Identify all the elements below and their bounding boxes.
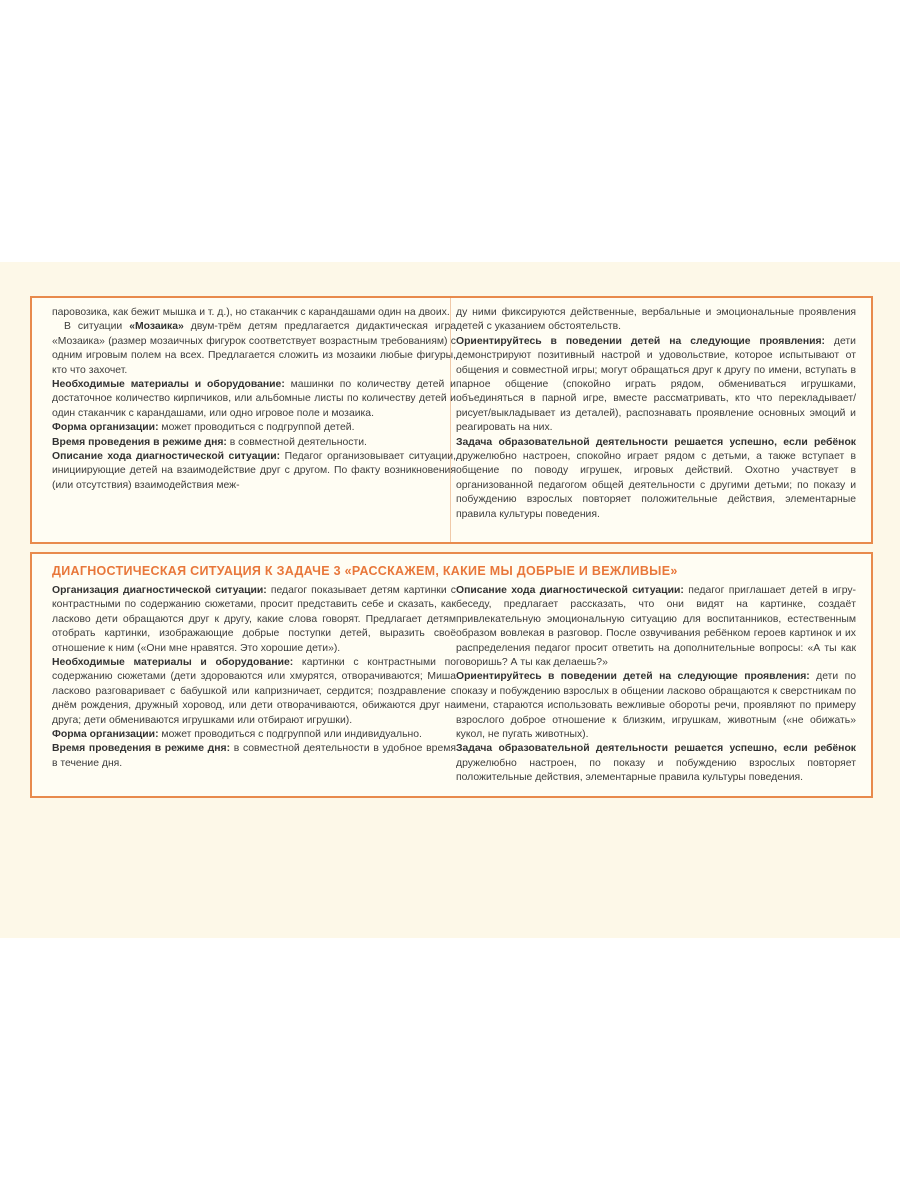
paragraph: Время проведения в режиме дня: в совместной деятельности.	[52, 436, 367, 448]
paragraph: Описание хода диагностической ситуации: Педагог организовывает ситуации, инициирующие детей на взаимодействие друг с другом. По факту возникновения (или отсутствия) взаимодействия меж-	[52, 451, 456, 491]
right-column	[456, 306, 856, 522]
paragraph: Время проведения в режиме дня: в совместной деятельности в удобное время в течение дня.	[52, 743, 456, 769]
section-box-1	[30, 296, 873, 544]
right-column	[456, 584, 856, 786]
left-column	[52, 584, 456, 771]
paragraph: Форма организации: может проводиться с подгруппой детей.	[52, 422, 355, 434]
section-box-2	[30, 552, 873, 798]
paragraph: Описание хода диагностической ситуации: педагог приглашает детей в игру-беседу, предлагает рассказать, что они видят на картинке, создаёт привлекательную эмоциональную ситуацию для воспитанников, естественным образом вовлекая в разговор. После озвучивания ребёнком героев картинок и их распределения педагог просит ответить на дополнительные вопросы: «А ты как говоришь? А ты как делаешь?»	[456, 585, 857, 669]
paragraph: Задача образовательной деятельности решается успешно, если ребёнок дружелюбно настроен, по показу и побуждению взрослых повторяет положительные действия, элементарные правила культуры поведения.	[456, 743, 856, 784]
paragraph: Задача образовательной деятельности решается успешно, если ребёнок дружелюбно настроен, спокойно играет рядом с детьми, а также вступает в общение по поводу игрушек, игровых действий. Охотно участвует в организованной педагогом общей деятельности с другими детьми; по показу и побуждению взрослых повторяет положительные действия, элементарные правила культуры поведения.	[456, 436, 856, 520]
paragraph: В ситуации «Мозаика» двум-трём детям предлагается дидактическая игра «Мозаика» (размер мозаичных фигурок соответствует возрастным требованиям) с одним игровым полем на всех. Предлагается сложить из мозаики любые фигуры, кто что захочет.	[52, 321, 457, 376]
paragraph: Необходимые материалы и оборудование: картинки с контрастными по содержанию сюжетами (дети здороваются или хмурятся, отворачиваются; Миша ласково разговаривает с бабушкой или капризничает, сердится; поздравление с днём рождения, дружный хоровод, или дети отворачиваются, обижаются друг на друга; дети обмениваются игрушками или отбирают игрушки).	[52, 657, 456, 726]
paragraph: Ориентируйтесь в поведении детей на следующие проявления: дети по показу и побуждению взрослых в общении ласково обращаются к сверстникам по имени, стараются использовать вежливые обороты речи, проявляют по примеру взрослого доброе отношение к близким, игрушкам, животным («не обижать» кукол, не пугать животных).	[456, 671, 856, 741]
paragraph: Необходимые материалы и оборудование: машинки по количеству детей и достаточное количество кирпичиков, или альбомные листы по количеству детей и один стаканчик с карандашами, или одно игровое поле и мозаика.	[52, 379, 456, 419]
paragraph: паровозика, как бежит мышка и т. д.), но стаканчик с карандашами один на двоих.	[52, 307, 450, 318]
paragraph: ду ними фиксируются действенные, вербальные и эмоциональные проявления детей с указанием обстоятельств.	[456, 307, 856, 333]
section-heading: ДИАГНОСТИЧЕСКАЯ СИТУАЦИЯ К ЗАДАЧЕ 3 «РАССКАЖЕМ, КАКИЕ МЫ ДОБРЫЕ И ВЕЖЛИВЫЕ»	[52, 564, 678, 578]
paragraph: Ориентируйтесь в поведении детей на следующие проявления: дети демонстрируют позитивный настрой и удовольствие, которое испытывают от общения и совместной игры; могут обращаться друг к другу по имени, вступать в парное общение (спокойно играть рядом, обмениваться игрушками, объединяться в парной игре, вместе рассматривать, кто что перекладывает/рисует/выкладывает из деталей), распознавать проявление основных эмоций и реагировать на них.	[456, 335, 856, 434]
separator-band	[30, 544, 873, 552]
left-column	[52, 306, 456, 493]
paragraph: Форма организации: может проводиться с подгруппой или индивидуально.	[52, 729, 422, 741]
scanned-page	[0, 262, 900, 938]
paragraph: Организация диагностической ситуации: педагог показывает детям картинки с контрастными по содержанию сюжетами, просит представить себе и сказать, как ласково дети обращаются друг к другу, какие слова говорят. Предлагает детям отобрать картинки, изображающие добрые поступки детей, выразить своё отношение к ним («Они мне нравятся. Это хорошие дети»).	[52, 585, 456, 654]
